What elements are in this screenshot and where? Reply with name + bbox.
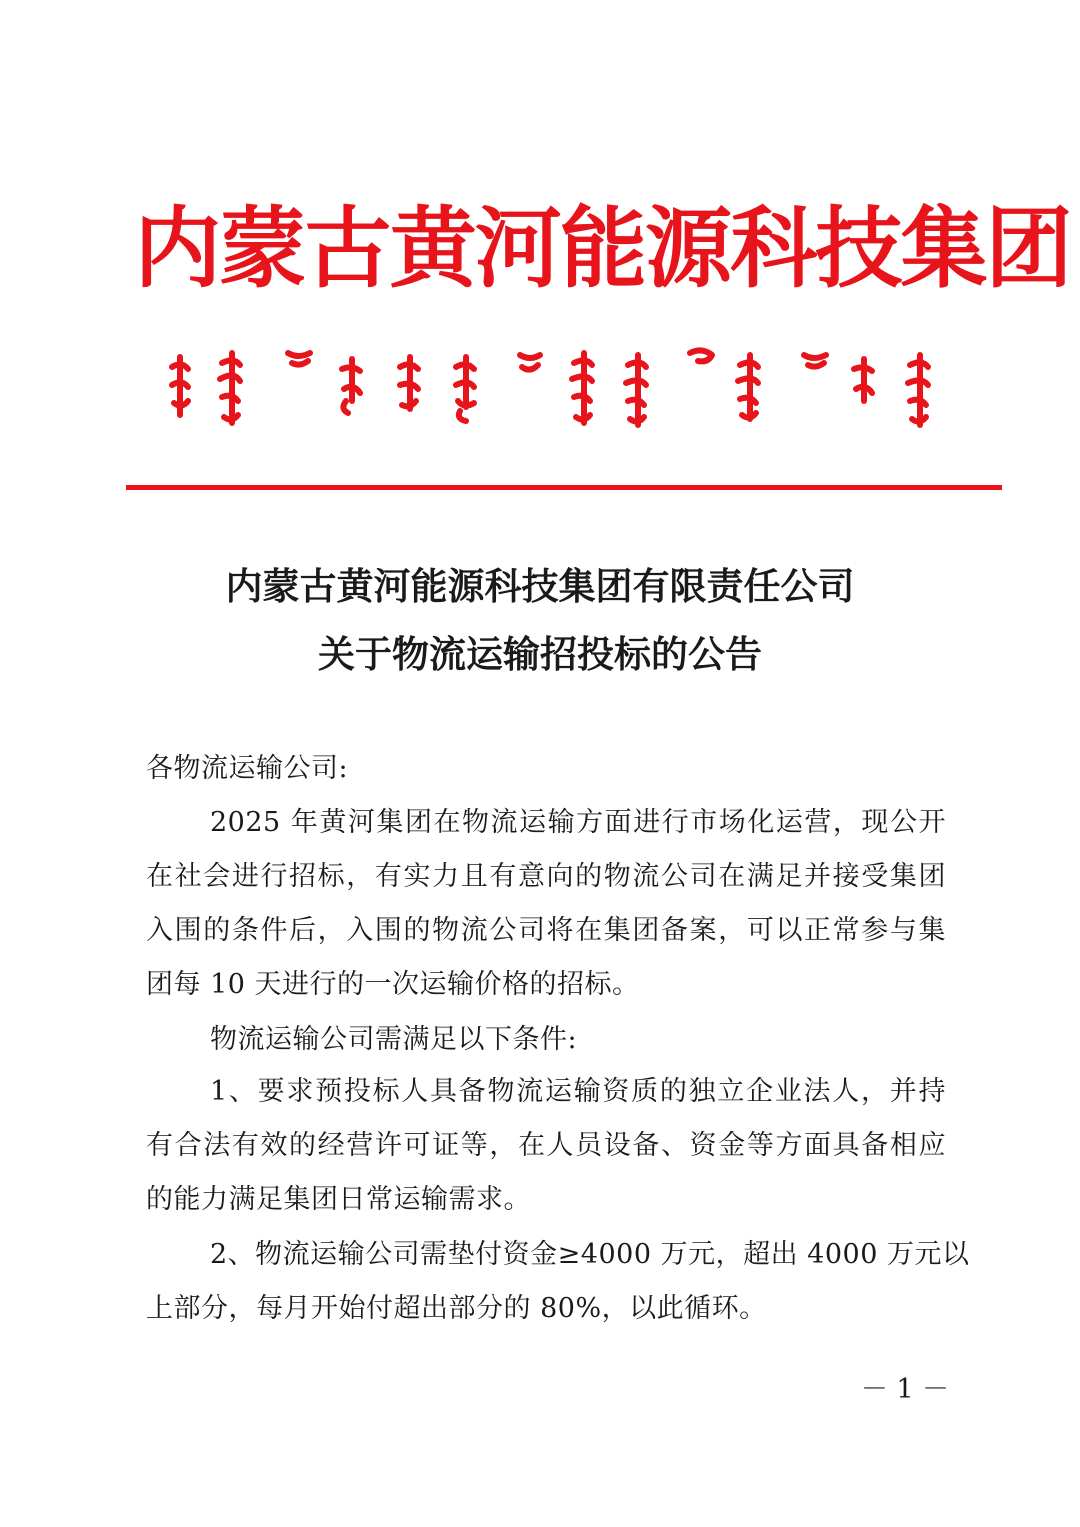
paragraph-line: 物流运输公司需满足以下条件: <box>210 1024 578 1055</box>
mongolian-script-letterhead <box>160 345 950 435</box>
paragraph-line: 团每 10 天进行的一次运输价格的招标。 <box>146 969 640 1000</box>
salutation <box>146 742 946 796</box>
paragraph-line: 的能力满足集团日常运输需求。 <box>146 1184 531 1215</box>
paragraph-3 <box>146 1065 946 1227</box>
paragraph-line: 入围的条件后，入围的物流公司将在集团备案，可以正常参与集 <box>146 915 946 946</box>
document-title-line1: 内蒙古黄河能源科技集团有限责任公司 <box>225 564 855 608</box>
paragraph-4 <box>146 1228 970 1336</box>
paragraph-1 <box>146 796 946 1012</box>
paragraph-line: 上部分，每月开始付超出部分的 80%，以此循环。 <box>146 1293 767 1324</box>
page-number: － 1 － <box>860 1374 950 1405</box>
paragraph-line: 2025 年黄河集团在物流运输方面进行市场化运营，现公开 <box>210 807 946 838</box>
letterhead-company-name: 内蒙古黄河能源科技集团 <box>134 196 1071 300</box>
paragraph-2 <box>146 1013 946 1067</box>
paragraph-line: 在社会进行招标，有实力且有意向的物流公司在满足并接受集团 <box>146 861 946 892</box>
salutation-text: 各物流运输公司: <box>146 753 349 784</box>
paragraph-line: 1、要求预投标人具备物流运输资质的独立企业法人，并持 <box>210 1076 946 1107</box>
red-divider-rule <box>126 485 1002 490</box>
document-title-line2: 关于物流运输招投标的公告 <box>318 632 762 676</box>
paragraph-line: 2、物流运输公司需垫付资金≥4000 万元，超出 4000 万元以 <box>210 1239 970 1270</box>
paragraph-line: 有合法有效的经营许可证等，在人员设备、资金等方面具备相应 <box>146 1130 946 1161</box>
